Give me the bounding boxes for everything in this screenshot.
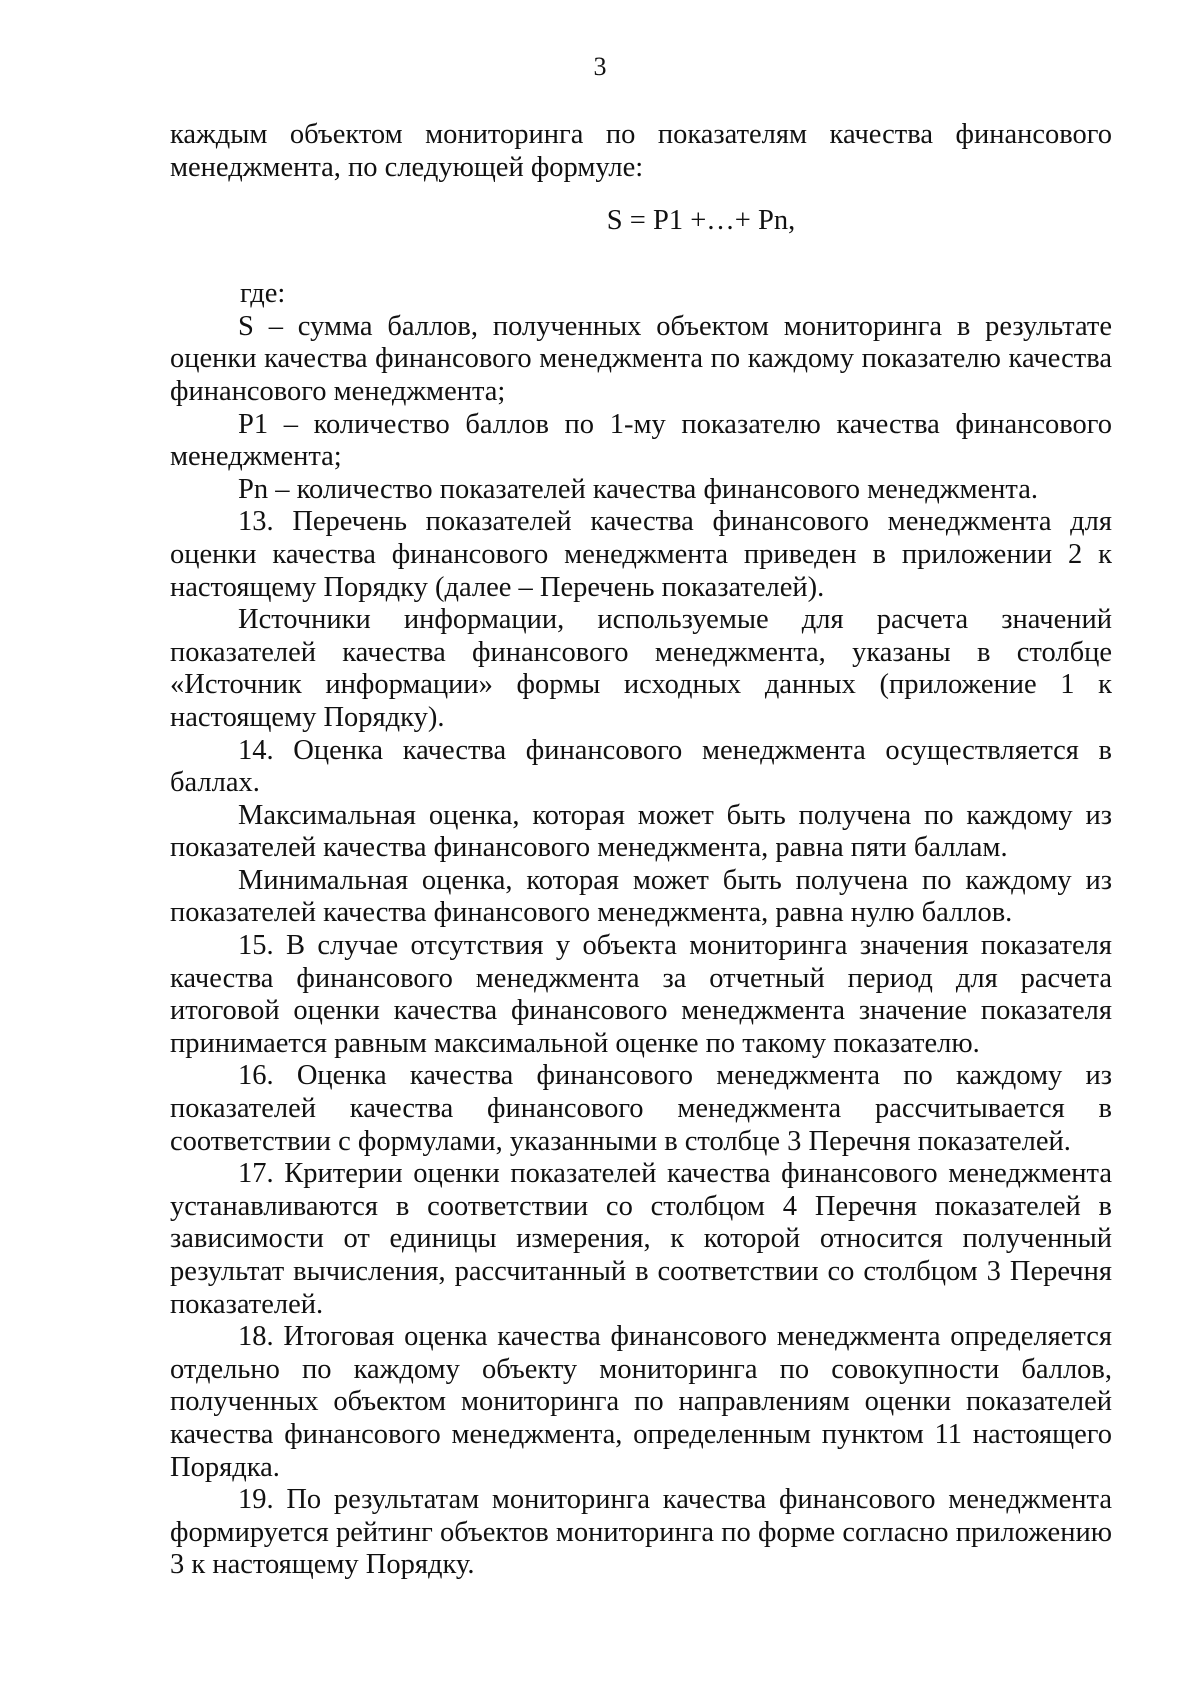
document-body	[170, 119, 1112, 1582]
paragraph-13-sources: Источники информации, используемые для расчета значений показателей качества финансового менеджмента, указаны в столбце «Источник информации» формы исходных данных (приложение 1 к настоящему Порядку).	[170, 604, 1112, 733]
intro-paragraph: каждым объектом мониторинга по показателям качества финансового менеджмента, по следующей формуле:	[170, 119, 1112, 183]
paragraph-pn-definition: Pn – количество показателей качества финансового менеджмента.	[238, 473, 1039, 505]
paragraph-14-max: Максимальная оценка, которая может быть получена по каждому из показателей качества финансового менеджмента, равна пяти баллам.	[170, 799, 1112, 864]
paragraph-14: 14. Оценка качества финансового менеджмента осуществляется в баллах.	[170, 734, 1112, 799]
formula: S = P1 +…+ Pn,	[606, 205, 796, 237]
where-label: где:	[240, 278, 286, 310]
paragraph-17: 17. Критерии оценки показателей качества финансового менеджмента устанавливаются в соответствии со столбцом 4 Перечня показателей в зависимости от единицы измерения, к которой относится полученный результат вычисления, рассчитанный в соответствии со столбцом 3 Перечня показателей.	[170, 1158, 1112, 1320]
paragraph-14-min: Минимальная оценка, которая может быть получена по каждому из показателей качества финансового менеджмента, равна нулю баллов.	[170, 864, 1112, 929]
page-number: 3	[593, 52, 607, 81]
paragraph-s-definition: S – сумма баллов, полученных объектом мониторинга в результате оценки качества финансового менеджмента по каждому показателю качества финансового менеджмента;	[170, 310, 1112, 407]
paragraph-p1-definition: P1 – количество баллов по 1-му показателю качества финансового менеджмента;	[170, 408, 1112, 473]
paragraph-13: 13. Перечень показателей качества финансового менеджмента для оценки качества финансового менеджмента приведен в приложении 2 к настоящему Порядку (далее – Перечень показателей).	[170, 506, 1112, 603]
paragraph-16: 16. Оценка качества финансового менеджмента по каждому из показателей качества финансового менеджмента рассчитывается в соответствии с формулами, указанными в столбце 3 Перечня показателей.	[170, 1060, 1112, 1157]
paragraph-15: 15. В случае отсутствия у объекта мониторинга значения показателя качества финансового менеджмента за отчетный период для расчета итоговой оценки качества финансового менеджмента значение показателя принимается равным максимальной оценке по такому показателю.	[170, 930, 1112, 1059]
paragraph-19: 19. По результатам мониторинга качества финансового менеджмента формируется рейтинг объектов мониторинга по форме согласно приложению 3 к настоящему Порядку.	[170, 1484, 1112, 1581]
paragraph-18: 18. Итоговая оценка качества финансового менеджмента определяется отдельно по каждому объекту мониторинга по совокупности баллов, полученных объектом мониторинга по направлениям оценки показателей качества финансового менеджмента, определенным пунктом 11 настоящего Порядка.	[170, 1321, 1112, 1483]
